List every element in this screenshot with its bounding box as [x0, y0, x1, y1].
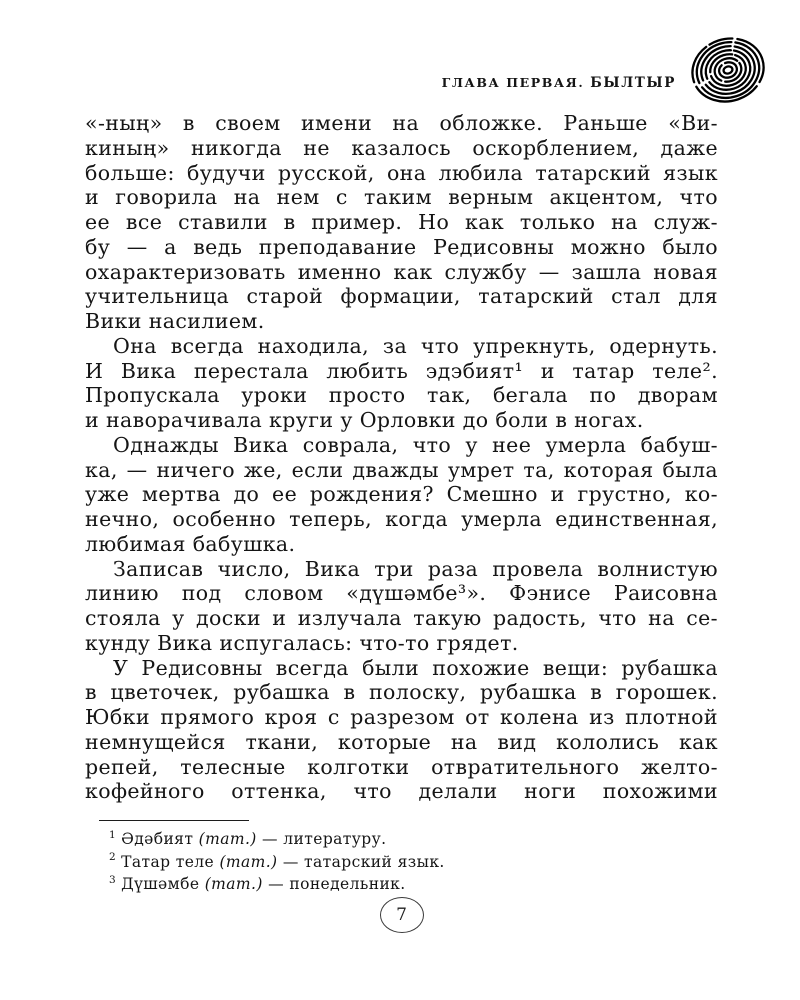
text-line: Она всегда находила, за что упрекнуть, одернуть.: [113, 333, 718, 358]
footnote: [85, 851, 718, 874]
text-line: нечно, особенно теперь, когда умерла единственная,: [85, 507, 718, 531]
text-line: киның» никогда не казалось оскорблением, даже: [85, 135, 718, 160]
body-text: [85, 111, 718, 804]
footnote-lang: (тат.): [204, 875, 263, 893]
text-line: уже мертва до ее рождения? Смешно и грустно, ко-: [85, 482, 718, 507]
footnote-number: 2: [109, 851, 117, 864]
footnotes-list: [85, 828, 718, 896]
text-line: больше: будучи русской, она любила татарский язык: [85, 160, 718, 185]
footnote-text: — понедельник.: [262, 875, 406, 893]
text-line: Юбки прямого кроя с разрезом от колена из плотной: [85, 705, 718, 729]
footnote-number: 3: [109, 873, 117, 886]
footnote-term: Татар теле: [121, 852, 220, 871]
text-line: кунду Вика испугалась: что-то грядет.: [85, 630, 519, 655]
page-number: 7: [396, 905, 407, 925]
text-line: Вики насилием.: [85, 309, 265, 333]
footnote: [85, 873, 718, 896]
text-line: Однажды Вика соврала, что у нее умерла бабуш-: [113, 432, 718, 457]
chapter-title: БЫЛТЫР: [590, 75, 676, 91]
text-line: бу — а ведь преподавание Редисовны можно было: [85, 234, 718, 259]
text-line: учительница старой формации, татарский стал для: [85, 284, 718, 309]
text-line: стояла у доски и излучала такую радость, что на се-: [85, 606, 718, 630]
page-number-wrap: [85, 897, 718, 933]
footnote-area: [85, 820, 718, 896]
text-line: И Вика перестала любить эдэбият¹ и татар теле².: [85, 358, 718, 383]
text-line: немнущейся ткани, которые на вид кололись как: [85, 729, 718, 754]
footnote: [85, 828, 718, 851]
footnote-text: — татарский язык.: [277, 852, 445, 871]
text-line: Пропускала уроки просто так, бегала по дворам: [85, 383, 718, 408]
chapter-label: ГЛАВА ПЕРВАЯ.: [441, 75, 585, 90]
text-line: У Редисовны всегда были похожие вещи: рубашка: [113, 655, 718, 680]
text-line: и наворачивала круги у Орловки до боли в ногах.: [85, 408, 644, 432]
text-line: «-ның» в своем имени на обложке. Раньше «Ви-: [85, 111, 718, 135]
footnote-term: Әдәбият: [121, 830, 199, 848]
chapter-header: [442, 72, 676, 91]
footnote-term: Дүшәмбе: [121, 875, 205, 893]
footnote-lang: (тат.): [219, 852, 278, 871]
text-line: и говорила на нем с таким верным акцентом, что: [85, 185, 718, 210]
text-line: ее все ставили в пример. Но как только на служ-: [85, 210, 718, 234]
text-line: в цветочек, рубашка в полоску, рубашка в горошек.: [85, 680, 718, 705]
text-line: охарактеризовать именно как службу — зашла новая: [85, 259, 718, 284]
page-number-badge: [380, 897, 424, 933]
text-line: Записав число, Вика три раза провела волнистую: [113, 556, 718, 581]
fingerprint-icon: [688, 36, 768, 104]
footnote-text: — литературу.: [256, 830, 387, 848]
text-line: репей, телесные колготки отвратительного желто-: [85, 754, 718, 779]
footnote-separator: [99, 820, 249, 821]
footnote-lang: (тат.): [198, 830, 257, 848]
text-line: любимая бабушка.: [85, 531, 296, 556]
text-line: линию под словом «дүшәмбе³». Фэнисе Раисовна: [85, 581, 718, 606]
text-line: кофейного оттенка, что делали ноги похожими: [85, 779, 718, 804]
text-line: ка, — ничего же, если дважды умрет та, которая была: [85, 457, 718, 482]
footnote-number: 1: [109, 828, 117, 841]
